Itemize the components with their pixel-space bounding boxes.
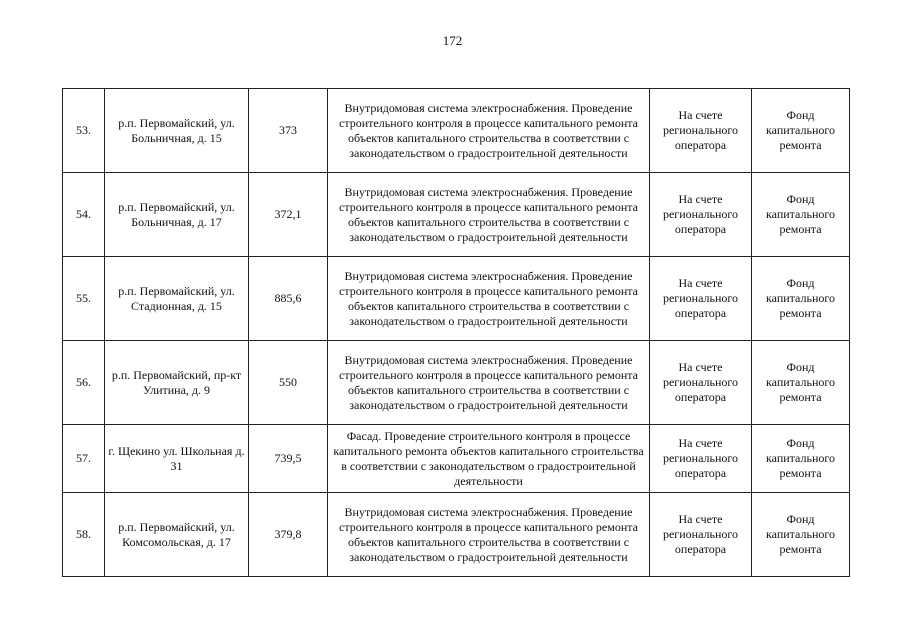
table-row <box>63 257 850 341</box>
account-cell: На счете регионального оператора <box>650 89 752 173</box>
area-cell: 739,5 <box>249 425 328 493</box>
account-cell: На счете регионального оператора <box>650 341 752 425</box>
table-row <box>63 173 850 257</box>
fund-cell: Фонд капитального ремонта <box>752 425 850 493</box>
table-row <box>63 425 850 493</box>
address-cell: р.п. Первомайский, ул. Комсомольская, д. 17 <box>105 493 249 577</box>
row-number: 56. <box>63 341 105 425</box>
work-description-cell: Внутридомовая система электроснабжения. Проведение строительного контроля в процессе капитального ремонта объектов капитального строительства в соответствии с законодательством о градостроительной деятельности <box>328 341 650 425</box>
fund-cell: Фонд капитального ремонта <box>752 493 850 577</box>
fund-cell: Фонд капитального ремонта <box>752 89 850 173</box>
table-row <box>63 493 850 577</box>
table-row <box>63 89 850 173</box>
area-cell: 373 <box>249 89 328 173</box>
account-cell: На счете регионального оператора <box>650 493 752 577</box>
address-cell: р.п. Первомайский, ул. Стадионная, д. 15 <box>105 257 249 341</box>
table-row <box>63 341 850 425</box>
address-cell: р.п. Первомайский, ул. Больничная, д. 17 <box>105 173 249 257</box>
area-cell: 885,6 <box>249 257 328 341</box>
work-description-cell: Внутридомовая система электроснабжения. Проведение строительного контроля в процессе капитального ремонта объектов капитального строительства в соответствии с законодательством о градостроительной деятельности <box>328 89 650 173</box>
work-description-cell: Внутридомовая система электроснабжения. Проведение строительного контроля в процессе капитального ремонта объектов капитального строительства в соответствии с законодательством о градостроительной деятельности <box>328 493 650 577</box>
row-number: 58. <box>63 493 105 577</box>
repair-register-table <box>62 88 850 577</box>
row-number: 55. <box>63 257 105 341</box>
account-cell: На счете регионального оператора <box>650 173 752 257</box>
work-description-cell: Фасад. Проведение строительного контроля в процессе капитального ремонта объектов капитального строительства в соответствии с законодательством о градостроительной деятельности <box>328 425 650 493</box>
account-cell: На счете регионального оператора <box>650 257 752 341</box>
work-description-cell: Внутридомовая система электроснабжения. Проведение строительного контроля в процессе капитального ремонта объектов капитального строительства в соответствии с законодательством о градостроительной деятельности <box>328 173 650 257</box>
fund-cell: Фонд капитального ремонта <box>752 173 850 257</box>
area-cell: 550 <box>249 341 328 425</box>
row-number: 57. <box>63 425 105 493</box>
address-cell: р.п. Первомайский, пр-кт Улитина, д. 9 <box>105 341 249 425</box>
page-number: 172 <box>442 33 463 48</box>
address-cell: р.п. Первомайский, ул. Больничная, д. 15 <box>105 89 249 173</box>
fund-cell: Фонд капитального ремонта <box>752 257 850 341</box>
address-cell: г. Щекино ул. Школьная д. 31 <box>105 425 249 493</box>
account-cell: На счете регионального оператора <box>650 425 752 493</box>
fund-cell: Фонд капитального ремонта <box>752 341 850 425</box>
row-number: 53. <box>63 89 105 173</box>
area-cell: 379,8 <box>249 493 328 577</box>
work-description-cell: Внутридомовая система электроснабжения. Проведение строительного контроля в процессе капитального ремонта объектов капитального строительства в соответствии с законодательством о градостроительной деятельности <box>328 257 650 341</box>
row-number: 54. <box>63 173 105 257</box>
area-cell: 372,1 <box>249 173 328 257</box>
